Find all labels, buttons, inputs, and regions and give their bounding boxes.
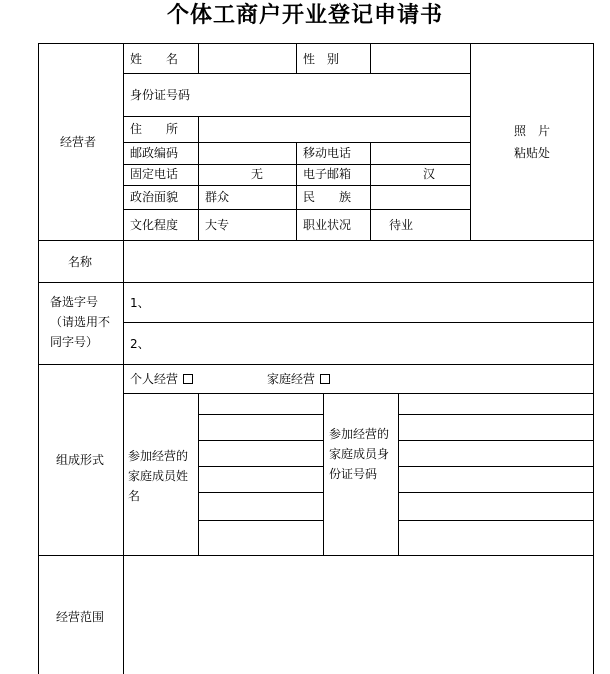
mobile-phone-field[interactable]	[375, 146, 465, 162]
business-name-field[interactable]	[130, 255, 585, 271]
mobile-phone-label: 移动电话	[303, 146, 352, 160]
gender-field[interactable]	[375, 52, 465, 68]
family-operation-option[interactable]	[267, 372, 330, 386]
political-status-field[interactable]: 群众	[205, 190, 230, 204]
business-scope-field[interactable]	[130, 565, 585, 665]
family-operation-checkbox[interactable]	[320, 374, 330, 384]
name-label: 姓 名	[130, 52, 179, 66]
ethnicity-label: 民 族	[303, 190, 352, 204]
address-label: 住 所	[130, 122, 179, 136]
occupation-field[interactable]: 待业	[389, 218, 414, 232]
postal-code-label: 邮政编码	[130, 146, 179, 160]
operator-section-label: 经营者	[60, 135, 97, 149]
postal-code-field[interactable]	[203, 146, 293, 162]
individual-operation-option[interactable]	[130, 372, 193, 386]
gender-label: 性 别	[303, 52, 340, 66]
email-field[interactable]: 汉	[423, 167, 436, 181]
occupation-label: 职业状况	[303, 218, 352, 232]
family-member-names-label: 参加经营的家庭成员姓名	[128, 449, 189, 503]
political-status-label: 政治面貌	[130, 190, 179, 204]
ethnicity-field[interactable]	[375, 190, 465, 206]
business-scope-label: 经营范围	[56, 610, 105, 624]
landline-label: 固定电话	[130, 167, 179, 181]
alternative-name-2[interactable]: 2、	[130, 337, 150, 351]
email-label: 电子邮箱	[303, 167, 352, 181]
individual-operation-checkbox[interactable]	[183, 374, 193, 384]
alternative-name-1[interactable]: 1、	[130, 296, 150, 310]
name-field[interactable]	[203, 52, 293, 68]
photo-area-sublabel: 粘贴处	[514, 146, 551, 160]
photo-area-label: 照 片	[514, 124, 551, 138]
family-operation-label: 家庭经营	[267, 372, 316, 386]
id-number-label: 身份证号码	[130, 88, 191, 102]
education-field[interactable]: 大专	[205, 218, 230, 232]
business-name-label: 名称	[68, 255, 93, 269]
education-label: 文化程度	[130, 218, 179, 232]
organization-form-label: 组成形式	[56, 453, 105, 467]
address-field[interactable]	[203, 122, 463, 138]
page-title: 个体工商户开业登记申请书	[166, 2, 443, 28]
family-member-ids-label: 参加经营的家庭成员身份证号码	[329, 427, 390, 481]
individual-operation-label: 个人经营	[130, 372, 179, 386]
landline-field[interactable]: 无	[251, 167, 264, 181]
id-number-field[interactable]	[203, 88, 463, 104]
alternative-names-label: 备选字号（请选用不同字号）	[50, 295, 111, 349]
